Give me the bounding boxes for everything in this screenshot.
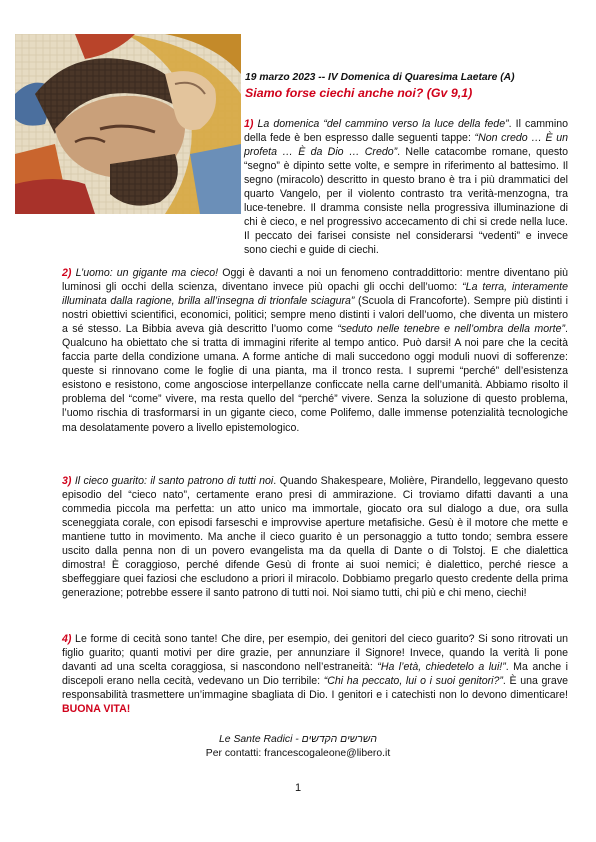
section-number: 3) [62, 475, 72, 487]
quote: “La terra, interamente illuminata dalla ragione, brilla all’insegna di trionfale sciagura” [62, 281, 568, 308]
section-number: 1) [244, 118, 254, 130]
paragraph-text: . Quando Shakespeare, Molière, Pirandello, leggevano questo episodio del “cieco nato”, certamente erano presi di ammirazione. Ci troviamo difatti davanti a una commedia piccola ma perfetta: un atto unico ma immortale, giocato ora sul dialogo a due, ora sulla sceneggiata corale, con episodi farseschi e improvvise aperture metafisiche. Gesù è il motore che mette e mantiene tutto in movimento. Ma anche il cieco guarito è un personaggio a tutto tondo; sembra essere uscito dalla penna non di un povero evangelista ma da quella di Dante o di Tolstoj. E che dialettica dimostra! È coraggioso, perché difende Gesù di fronte ai suoi nemici; è dialettico, perché riesce a sbeffeggiare quei faziosi che escludono a priori il miracolo. Dobbiamo pregarlo questo credente della prima generazione; potrebbe essere il santo patrono di tutti noi. Noi siamo tutti, chi più e chi meno, ciechi! [62, 475, 568, 600]
paragraph-text: Oggi è davanti a noi un fenomeno contraddittorio: mentre diventano più luminosi gli occhi della scienza, diventano invece più opachi gli occhi dell’uomo: [62, 267, 568, 294]
section-3 [62, 474, 568, 600]
closing-greeting: BUONA VITA! [62, 703, 131, 716]
paragraph-text: (Scuola di Francoforte). Sempre più distinti i nostri obiettivi scientifici, economici, politici; sempre meno distinti i valori dell’uomo, che diventa un mistero a sé stesso. La Bibbia aveva già descritto l’uomo come [62, 295, 568, 336]
section-number: 4) [62, 633, 72, 645]
footer-contact: Per contatti: francescogaleone@libero.it [205, 748, 391, 759]
section-number: 2) [62, 267, 72, 279]
page-number: 1 [294, 782, 302, 794]
page-title: Siamo forse ciechi anche noi? (Gv 9,1) [245, 86, 473, 100]
paragraph-text: . Qualcuno ha obiettato che si tratta di immagini riferite al tempo antico. Può darsi! A noi pare che la cecità faccia parte della condizione umana. A forme antiche di mali succedono oggi moduli nuovi di sofferenze: queste si rinnovano come le foglie di una pianta, ma il tronco resta. I supremi “perché” dell’esistenza esistono e resistono, come angosciose interpellanze conficcate nella carne dell’umanità. Abbiamo risolto il problema del “come” vivere, ma resta quello del “perché” vivere. Senza la soluzione di questo problema, l’uomo rischia di trasformarsi in un gigante cieco, come Polifemo, dalle immense potenzialità tecnologiche ma desolatamente povero a livello epistemologico. [62, 323, 568, 434]
section-heading: Il cieco guarito: il santo patrono di tutti noi [74, 475, 274, 487]
date-line: 19 marzo 2023 -- IV Domenica di Quaresima Laetare (A) [245, 72, 515, 83]
section-heading: L’uomo: un gigante ma cieco! [75, 267, 219, 279]
quote: “Chi ha peccato, lui o i suoi genitori?” [323, 675, 503, 688]
footer-signature: Le Sante Radici - השרשים הקדשים [219, 734, 377, 745]
document-header [245, 71, 565, 102]
section-1 [62, 117, 568, 257]
quote: “seduto nelle tenebre e nell’ombra della morte” [337, 323, 566, 336]
section-2 [62, 266, 568, 435]
paragraph-text: . È una grave responsabilità trasmettere un’immagine sbagliata di Dio. I genitori e i catechisti non lo devono dimenticare! [62, 675, 569, 702]
quote: “Non credo … È un profeta … È da Dio … Credo” [244, 132, 568, 159]
section-heading: La domenica “del cammino verso la luce della fede” [257, 118, 509, 130]
paragraph-text: Le forme di cecità sono tante! Che dire, per esempio, dei genitori del cieco guarito? Si sono ritrovati un figlio guarito; quanti motivi per dire grazie, per annunziare il Signore! Invece, quando la verità li pone davanti ad una scelta coraggiosa, si nascondono nell’estraneità: [62, 633, 568, 674]
quote: “Ha l’età, chiedetelo a lui!” [377, 661, 506, 674]
section-4 [62, 632, 568, 716]
paragraph-text: . Il cammino della fede è ben espresso dalle seguenti tappe: [244, 118, 568, 145]
paragraph-text: . Ma anche i discepoli erano nella cecità, vedevano un Dio terribile: [62, 661, 568, 688]
paragraph-text: . Nelle catacombe romane, questo “segno” è dipinto sette volte, e sempre in riferimento al battesimo. Il segno (miracolo) descritto in questo brano è tra i più drammatici del quarto Vangelo, per il violento contrasto tra verità-menzogna, tra luce-tenebre. Il dramma consiste nella progressiva illuminazione di chi è cieco, e nel progressivo accecamento di chi si crede nella luce. Il peccato dei farisei consiste nel considerarsi “vedenti” e invece sono ciechi e guide di ciechi. [244, 146, 568, 257]
